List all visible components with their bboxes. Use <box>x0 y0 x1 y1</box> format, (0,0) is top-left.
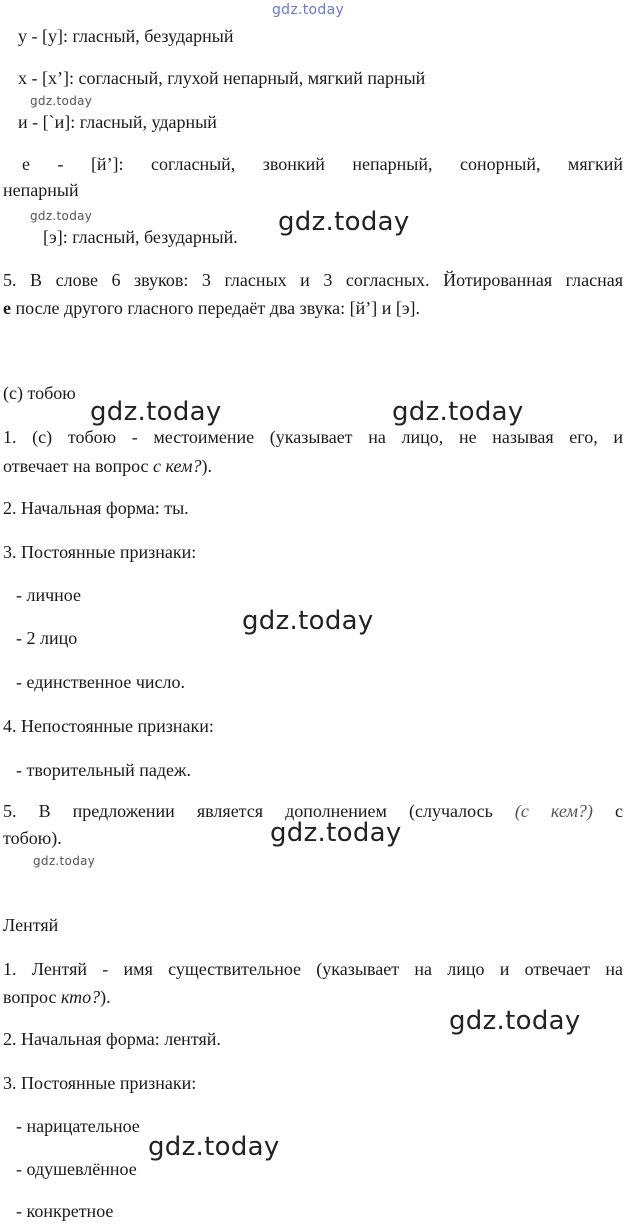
tobou-p5-end: с <box>592 801 624 821</box>
bold-letter-e: е <box>3 298 11 318</box>
watermark-big-4: gdz.today <box>242 606 374 636</box>
lentyai-p1-line2 <box>3 986 111 1008</box>
lentyai-heading: Лентяй <box>3 915 59 935</box>
tobou-p5-text: 5. В предложении является дополнением (случалось <box>3 801 515 821</box>
lentyai-p2: 2. Начальная форма: лентяй. <box>3 1029 221 1049</box>
watermark-big-6: gdz.today <box>449 1006 581 1036</box>
tobou-p1-line1: 1. (с) тобою - местоимение (указывает на лицо, не называя его, и <box>3 427 623 447</box>
tobou-p4: 4. Непостоянные признаки: <box>3 716 214 736</box>
tobou-p1-line2-text: отвечает на вопрос <box>3 456 154 476</box>
lentyai-p3-item-2: - одушевлённое <box>16 1159 137 1179</box>
tobou-p3-item-3: - единственное число. <box>16 672 186 692</box>
lentyai-question: кто? <box>60 987 101 1007</box>
tobou-p3: 3. Постоянные признаки: <box>3 542 197 562</box>
watermark-big-1: gdz.today <box>278 207 410 237</box>
watermark-small-2: gdz.today <box>30 209 93 223</box>
sound-line-e-cont: непарный <box>3 180 79 200</box>
sound-line-e: е - [й’]: согласный, звонкий непарный, сонорный, мягкий <box>22 154 623 174</box>
lentyai-p3: 3. Постоянные признаки: <box>3 1073 197 1093</box>
sound-line-h: х - [х’]: согласный, глухой непарный, мягкий парный <box>18 68 426 88</box>
tobou-p5-question: (с кем?) <box>514 801 593 821</box>
lentyai-p1-line2-end: ). <box>100 987 111 1007</box>
sound-line-u: у - [у]: гласный, безударный <box>18 26 234 46</box>
watermark-small-1: gdz.today <box>30 94 93 108</box>
lentyai-p3-item-3: - конкретное <box>16 1201 114 1221</box>
watermark-big-7: gdz.today <box>148 1132 280 1162</box>
sound-line-i: и - [`и]: гласный, ударный <box>18 112 217 132</box>
tobou-heading: (с) тобою <box>3 383 76 403</box>
tobou-p1-line2-end: ). <box>201 456 213 476</box>
point5-line2-text: после другого гласного передаёт два звука: [й’] и [э]. <box>11 298 421 318</box>
tobou-question: с кем? <box>153 456 202 476</box>
lentyai-p1-line1: 1. Лентяй - имя существительное (указывает на лицо и отвечает на <box>3 959 623 979</box>
tobou-p2: 2. Начальная форма: ты. <box>3 498 189 518</box>
tobou-p3-item-2: - 2 лицо <box>16 628 78 648</box>
tobou-p3-item-1: - личное <box>16 585 82 605</box>
point5-line1: 5. В слове 6 звуков: 3 гласных и 3 согласных. Йотированная гласная <box>3 270 623 290</box>
tobou-p5-line2: тобою). <box>3 828 62 848</box>
lentyai-p1-line2-text: вопрос <box>3 987 61 1007</box>
lentyai-p3-item-1: - нарицательное <box>16 1116 140 1136</box>
watermark-big-5: gdz.today <box>270 818 402 848</box>
watermark-big-3: gdz.today <box>392 397 524 427</box>
watermark-top: gdz.today <box>272 2 345 18</box>
sound-line-e2: [э]: гласный, безударный. <box>43 227 238 247</box>
watermark-small-3: gdz.today <box>33 854 96 868</box>
tobou-p1-line2 <box>3 455 212 477</box>
watermark-big-2: gdz.today <box>90 397 222 427</box>
tobou-p4-item-1: - творительный падеж. <box>16 760 191 780</box>
point5-line2 <box>3 297 420 319</box>
